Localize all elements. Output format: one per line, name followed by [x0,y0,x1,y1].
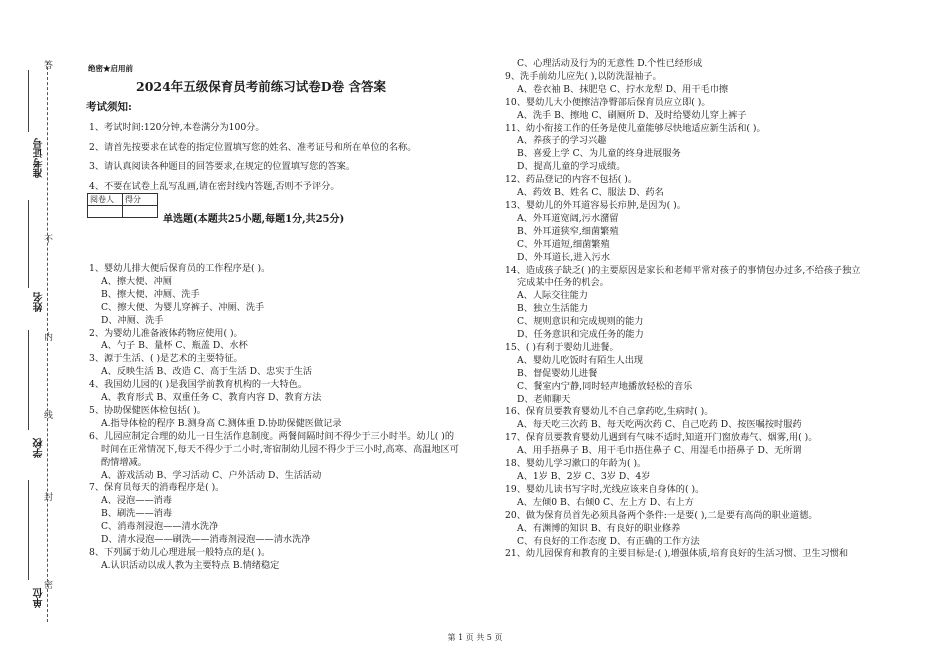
page-title: 2024年五级保育员考前练习试卷D卷 含答案 [136,79,386,94]
question-option: A、养孩子的学习兴趣 [517,135,607,147]
score-cell[interactable] [123,206,158,218]
score-table [87,193,158,218]
question-option: D、任务意识和完成任务的能力 [517,329,644,341]
ticket-number-field: 准考证号 [34,138,45,178]
question-option: C、外耳道短,细菌繁殖 [517,238,610,250]
question-option: A、1岁 B、2岁 C、3岁 D、4岁 [517,471,651,482]
question-option: C、消毒剂浸泡——清水洗净 [101,521,219,533]
question-option: A、用手捂鼻子 B、用干毛巾捂住鼻子 C、用湿毛巾捂鼻子 D、无所谓 [517,445,802,457]
notice-item: 3、请认真阅读各种题目的回答要求,在规定的位置填写您的答案。 [89,161,356,172]
question-option: D、外耳道长,进入污水 [517,251,610,263]
question-option: A、婴幼儿吃饭时有陌生人出现 [517,354,644,366]
question-option: A、浸泡——消毒 [101,495,172,507]
notice-list [89,118,416,196]
right-question-column [505,58,860,561]
question-option: A、药效 B、姓名 C、服法 D、药名 [517,187,664,199]
question-stem: 10、婴幼儿大小便擦洁净臀部后保育员应立即( )。 [505,96,711,108]
question-stem: 19、婴幼儿读书写字时,光线应该来自身体的( )。 [505,483,705,495]
question-stem: 18、婴幼儿学习漱口的年龄为( )。 [505,458,647,470]
question-option: A、洗手 B、擦地 C、刷厕所 D、及时给婴幼儿穿上裤子 [517,109,747,121]
grader-label: 阅卷人 [88,194,123,206]
question-option: C、心理活动及行为的无意性 D.个性已经形成 [517,58,703,69]
question-stem: 17、保育员要教育婴幼儿遇到有气味不适时,知道开门窗放毒气、烟雾,用( )。 [505,432,818,444]
question-option: B、督促婴幼儿进餐 [517,367,598,379]
unit-field: 单位 [34,588,45,608]
question-option: A、有渊博的知识 B、有良好的职业修养 [517,522,681,534]
question-stem: 2、为婴幼儿准备液体药物应使用( )。 [89,327,243,339]
seal-char: 内 [44,333,54,343]
question-option: B、喜爱上学 C、为儿童的终身进展服务 [517,148,681,160]
question-option: C、规则意识和完成规则的能力 [517,316,644,328]
question-option: A、游戏活动 B、学习活动 C、户外活动 D、生活活动 [101,469,322,481]
seal-char: 答 [44,61,54,71]
question-option: A、人际交往能力 [517,290,588,302]
question-option: 时间在正常情况下,每天不得少于二小时,寄宿制幼儿园不得少于三小时,高寒、高温地区可 [101,443,459,455]
question-stem: 20、做为保育员首先必须具备两个条件:一是要( ),二是要有高尚的职业道德。 [505,509,818,521]
question-option: A、反映生活 B、改造 C、高于生活 D、忠实于生活 [101,366,313,378]
name-field: 姓名 [34,292,45,312]
notice-item: 2、请首先按要求在试卷的指定位置填写您的姓名、准考证号和所在单位的名称。 [89,141,417,153]
question-option: A、外耳道宽阔,污水潴留 [517,212,619,224]
field-line [28,200,29,288]
question-option: B、外耳道狭窄,细菌繁殖 [517,225,619,237]
field-line [28,330,29,430]
question-option: D、冲厕、洗手 [101,314,164,326]
question-stem: 8、下列属于幼儿心理进展一般特点的是( )。 [89,546,271,558]
question-option: C、餐室内宁静,同时轻声地播放轻松的音乐 [517,380,693,392]
question-option: A.认识活动以成人教为主要特点 B.情绪稳定 [101,559,280,571]
section-title: 单选题(本题共25小题,每题1分,共25分) [163,214,345,225]
question-option: A、勺子 B、量杯 C、瓶盖 D、水杯 [101,340,248,352]
question-stem: 16、保育员要教育婴幼儿不自己拿药吃,生病时( )。 [505,406,714,418]
question-option: D、老师聊天 [517,393,571,405]
seal-char: 密 [44,581,54,591]
confidential-label: 绝密★启用前 [88,64,133,73]
grader-cell[interactable] [88,206,123,218]
school-field: 学校 [34,438,45,458]
question-stem: 1、婴幼儿排大便后保育员的工作程序是( )。 [89,263,271,274]
question-stem: 7、保育员每天的消毒程序是( )。 [89,482,225,494]
page-footer: 第 1 页 共 5 页 [447,633,503,642]
field-line [28,480,29,580]
question-stem: 11、幼小衔接工作的任务是使儿童能够尽快地适应新生活和( )。 [505,122,766,134]
field-line [28,70,29,132]
seal-char: 线 [44,411,54,421]
question-option: B、独立生活能力 [517,303,589,315]
question-stem: 15、( )有利于婴幼儿进餐。 [505,341,619,353]
question-stem: 5、协助保健医体检包括( )。 [89,404,206,416]
left-question-column [89,263,459,573]
question-option: A、左倾0 B、右倾0 C、左上方 D、右上方 [517,496,694,508]
seal-char: 不 [44,235,54,245]
question-stem: 4、我国幼儿园的( )是我国学前教育机构的一大特色。 [89,379,308,391]
question-stem: 12、药品登记的内容不包括( )。 [505,174,638,186]
question-option: C、有良好的工作态度 D、有正确的工作方法 [517,535,700,547]
question-option: A.指导体检的程序 B.测身高 C.测体重 D.协助保健医做记录 [101,417,342,429]
score-label: 得分 [123,194,158,206]
notice-item: 1、考试时间:120分钟,本卷满分为100分。 [89,122,265,133]
question-option: A、擦大便、冲厕 [101,275,172,287]
notice-item: 4、不要在试卷上乱写乱画,请在密封线内答题,否则不予评分。 [89,180,340,192]
question-option: C、擦大便、为婴儿穿裤子、冲厕、洗手 [101,301,265,313]
question-stem: 14、造成孩子缺乏( )的主要原因是家长和老师平常对孩子的事情包办过多,不给孩子独立 [505,264,861,276]
question-stem: 9、洗手前幼儿应先( ),以防洗湿袖子。 [505,70,662,82]
question-option: D、提高儿童的学习成绩。 [517,161,626,173]
question-option: A、每天吃三次药 B、每天吃两次药 C、自己吃药 D、按医嘱按时服药 [517,419,802,431]
question-stem: 13、婴幼儿的外耳道容易长疖肿,是因为( )。 [505,199,686,211]
seal-char: 封 [44,493,54,503]
notice-heading: 考试须知: [86,101,132,113]
question-option: D、清水浸泡——刷洗——消毒剂浸泡——清水洗净 [101,534,311,546]
question-stem: 21、幼儿园保育和教育的主要目标是:( ),增强体质,培育良好的生活习惯、卫生习惯和 [505,548,849,560]
question-stem: 3、源于生活、( )是艺术的主要特征。 [89,353,243,365]
question-option: 完成某中任务的机会。 [517,277,609,289]
question-option: A、教育形式 B、双重任务 C、教育内容 D、教育方法 [101,392,322,404]
question-option: 酌情增减。 [101,456,147,468]
question-option: B、刷洗——消毒 [101,508,173,520]
question-option: B、擦大便、冲厕、洗手 [101,288,200,300]
question-option: A、卷衣袖 B、抹肥皂 C、拧水龙犁 D、用干毛巾擦 [517,83,729,95]
question-stem: 6、儿园应制定合理的幼儿一日生活作息制度。两餐间隔时间不得少于三小时半。幼儿( )的 [89,430,455,442]
